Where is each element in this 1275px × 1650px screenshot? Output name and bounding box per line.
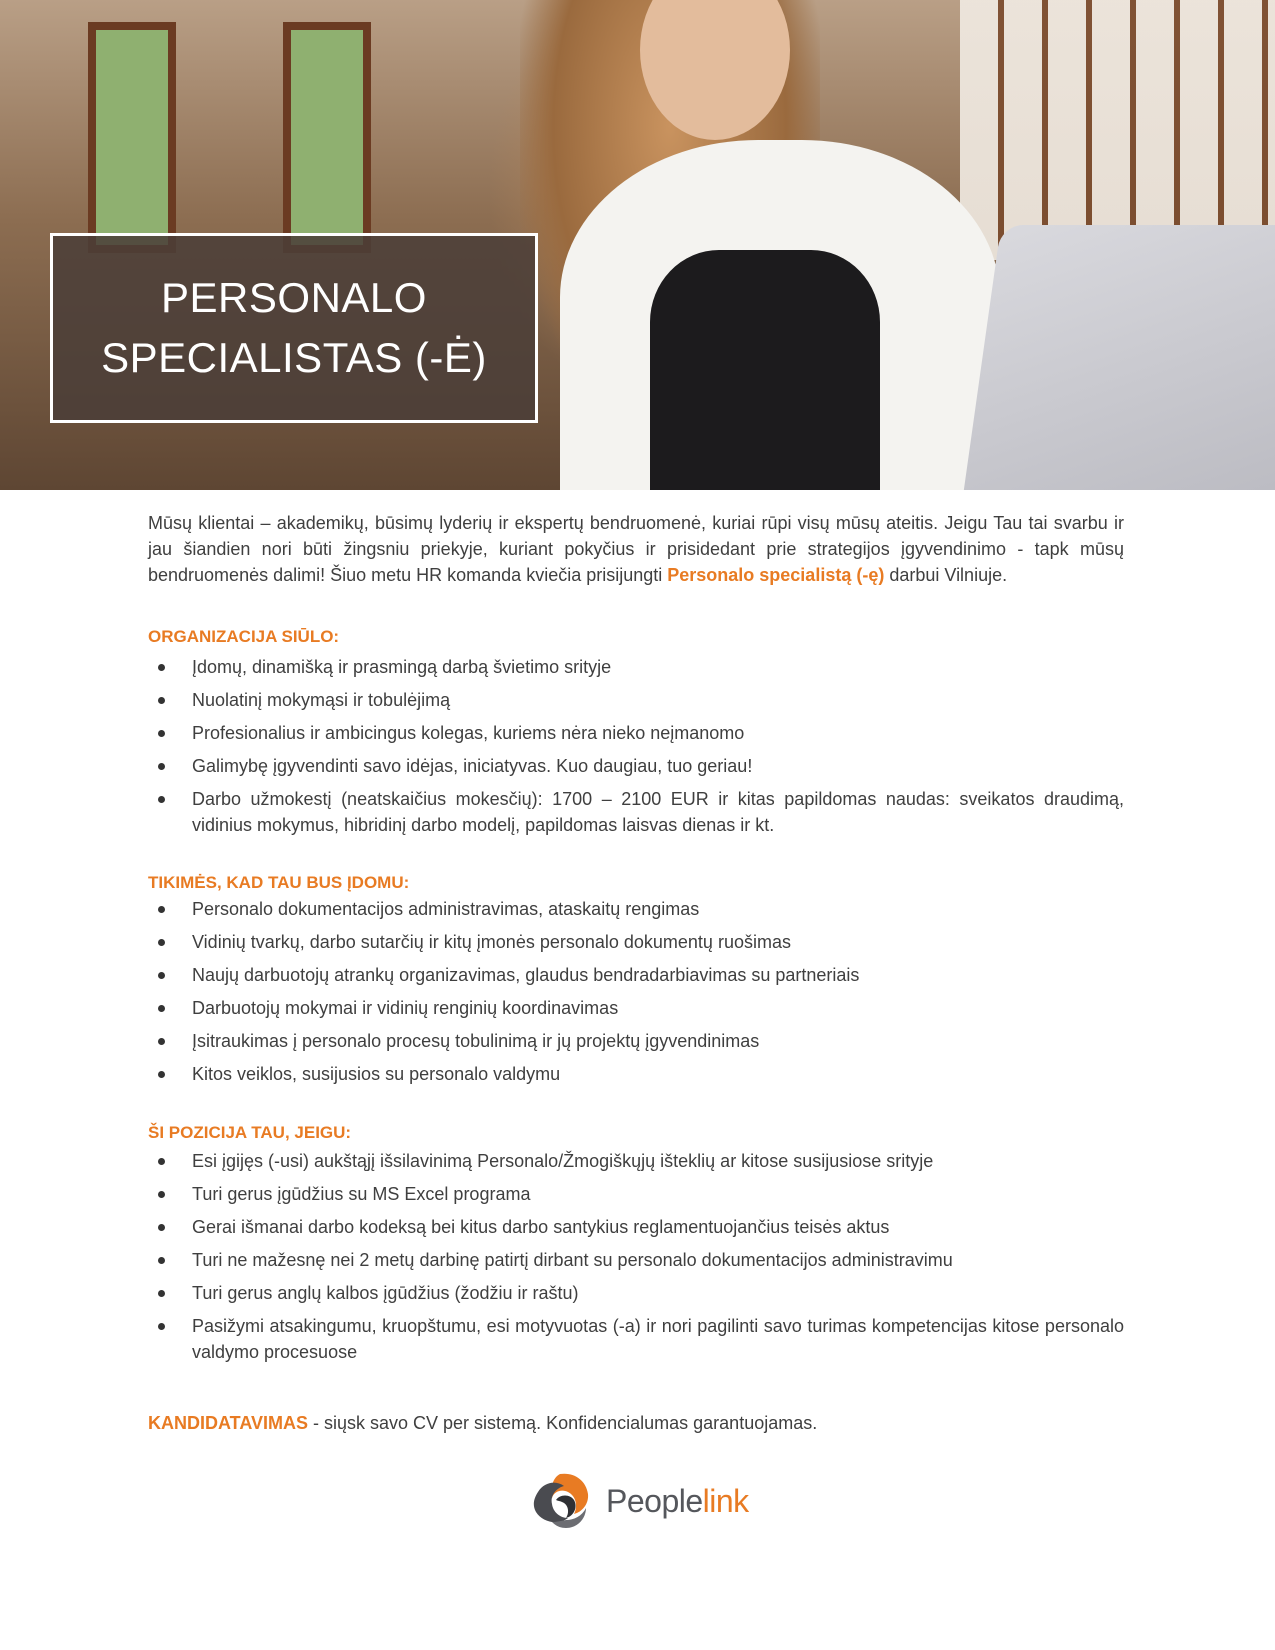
duties-item: Naujų darbuotojų atrankų organizavimas, glaudus bendradarbiavimas su partneriais	[148, 962, 1124, 988]
requirements-item: Turi ne mažesnę nei 2 metų darbinę patirtį dirbant su personalo dokumentacijos administravimu	[148, 1247, 1124, 1273]
logo-text-link: link	[702, 1482, 749, 1519]
peoplelink-wordmark	[606, 1483, 749, 1520]
duties-heading: TIKIMĖS, KAD TAU BUS ĮDOMU:	[148, 873, 410, 892]
duties-item: Darbuotojų mokymai ir vidinių renginių koordinavimas	[148, 995, 1124, 1021]
hero-photo	[0, 0, 1275, 490]
logo-text-people: People	[606, 1482, 703, 1519]
job-title-line-2: SPECIALISTAS (-Ė)	[101, 334, 487, 381]
requirements-item: Esi įgijęs (-usi) aukštąjį išsilavinimą Personalo/Žmogiškųjų išteklių ar kitose susijusiose srityje	[148, 1148, 1124, 1174]
requirements-item: Gerai išmanai darbo kodeksą bei kitus darbo santykius reglamentuojančius teisės aktus	[148, 1214, 1124, 1240]
requirements-list	[148, 1148, 1124, 1365]
job-title-box	[50, 233, 538, 423]
duties-item: Įsitraukimas į personalo procesų tobulinimą ir jų projektų įgyvendinimas	[148, 1028, 1124, 1054]
duties-item: Vidinių tvarkų, darbo sutarčių ir kitų įmonės personalo dokumentų ruošimas	[148, 929, 1124, 955]
requirements-item: Turi gerus anglų kalbos įgūdžius (žodžiu ir raštu)	[148, 1280, 1124, 1306]
duties-list	[148, 896, 1124, 1087]
offers-item: Profesionalius ir ambicingus kolegas, kuriems nėra nieko neįmanomo	[148, 720, 1124, 746]
job-title-line-1: PERSONALO	[161, 274, 427, 321]
intro-paragraph	[148, 510, 1124, 588]
offers-list	[148, 654, 1124, 838]
intro-highlight: Personalo specialistą (-ę)	[667, 565, 885, 585]
job-description	[148, 510, 1124, 1436]
intro-text-before: Mūsų klientai – akademikų, būsimų lyderių ir ekspertų bendruomenė, kuriai rūpi visų mūsų ateitis. Jeigu Tau tai svarbu ir jau šiandien nori būti žingsniu priekyje, kuriant pokyčius ir prisidedant prie strategijos įgyvendinimo - tapk mūsų bendruomenės dalimi! Šiuo metu HR komanda kviečia prisijungti	[148, 513, 1124, 585]
offers-item: Darbo užmokestį (neatskaičius mokesčių): 1700 – 2100 EUR ir kitas papildomas naudas: sveikatos draudimą, vidinius mokymus, hibridinį darbo modelį, papildomas laisvas dienas ir kt.	[148, 786, 1124, 838]
peoplelink-logo	[530, 1470, 770, 1532]
hero-window-right	[283, 22, 371, 253]
offers-item: Galimybę įgyvendinti savo idėjas, iniciatyvas. Kuo daugiau, tuo geriau!	[148, 753, 1124, 779]
requirements-heading: ŠI POZICIJA TAU, JEIGU:	[148, 1123, 352, 1142]
intro-text-after: darbui Vilniuje.	[884, 565, 1008, 585]
duties-item: Kitos veiklos, susijusios su personalo valdymu	[148, 1061, 1124, 1087]
apply-text: - siųsk savo CV per sistemą. Konfidencialumas garantuojamas.	[308, 1413, 818, 1433]
apply-paragraph	[148, 1410, 1124, 1436]
apply-label: KANDIDATAVIMAS	[148, 1413, 308, 1433]
duties-item: Personalo dokumentacijos administravimas, ataskaitų rengimas	[148, 896, 1124, 922]
requirements-item: Turi gerus įgūdžius su MS Excel programa	[148, 1181, 1124, 1207]
hero-background-columns	[960, 0, 1275, 260]
requirements-item: Pasižymi atsakingumu, kruopštumu, esi motyvuotas (-a) ir nori pagilinti savo turimas kompetencijas kitose personalo valdymo procesuose	[148, 1313, 1124, 1365]
hero-top	[650, 250, 880, 490]
peoplelink-logo-icon	[530, 1470, 592, 1532]
offers-item: Nuolatinį mokymąsi ir tobulėjimą	[148, 687, 1124, 713]
hero-laptop	[959, 225, 1275, 490]
hero-window-left	[88, 22, 176, 253]
offers-heading: ORGANIZACIJA SIŪLO:	[148, 627, 340, 646]
offers-item: Įdomų, dinamišką ir prasmingą darbą švietimo srityje	[148, 654, 1124, 680]
